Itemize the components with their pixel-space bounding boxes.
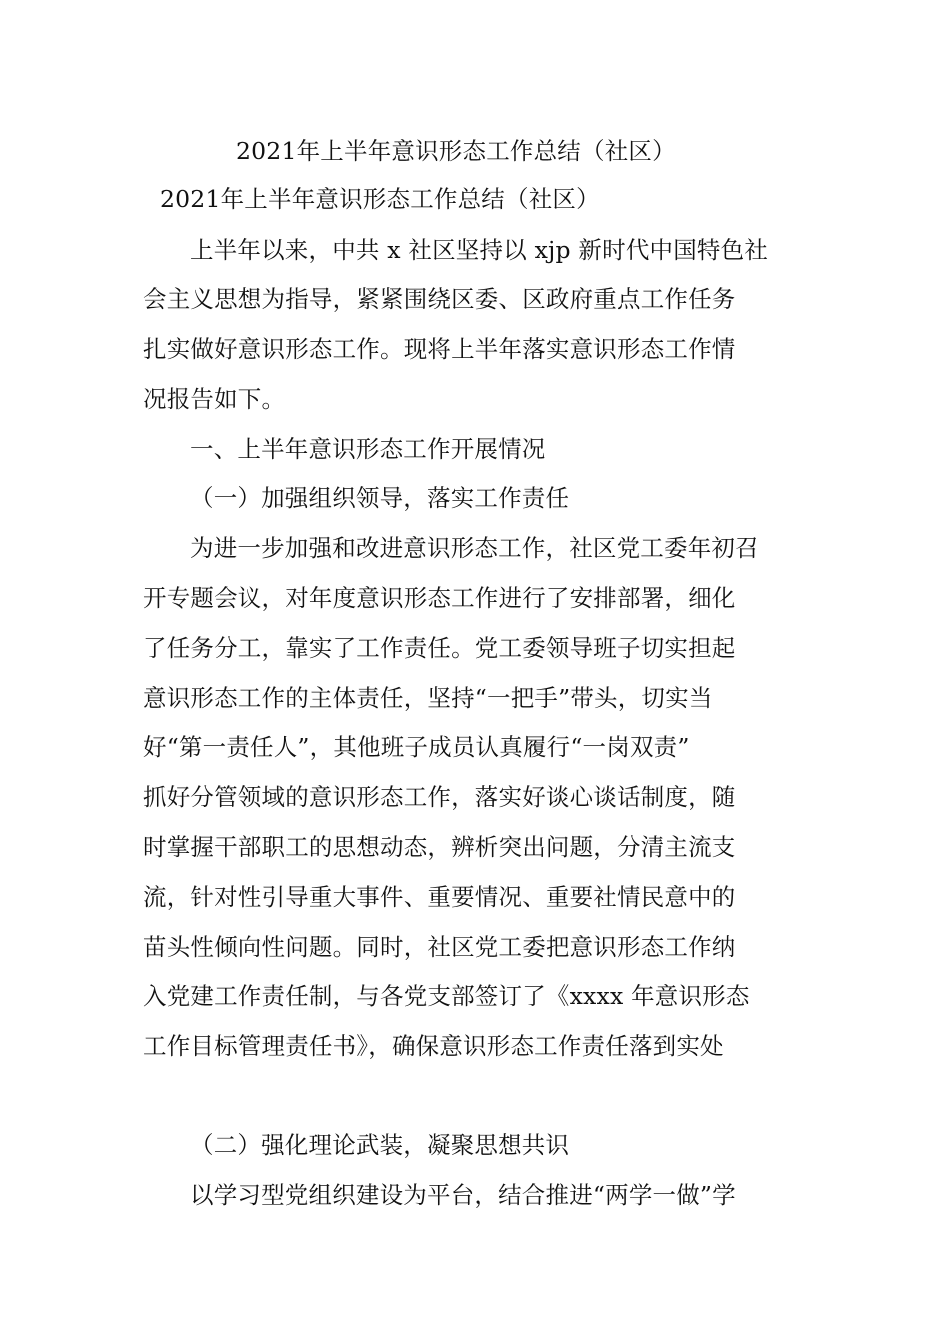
paragraph-line: 好“第一责任人”，其他班子成员认真履行“一岗双责”	[143, 733, 690, 761]
paragraph-line: 苗头性倾向性问题。同时，社区党工委把意识形态工作纳	[143, 933, 736, 961]
paragraph-line: 以学习型党组织建设为平台，结合推进“两学一做”学	[190, 1181, 736, 1209]
paragraph-line: 会主义思想为指导，紧紧围绕区委、区政府重点工作任务	[143, 285, 736, 313]
paragraph-line: 流，针对性引导重大事件、重要情况、重要社情民意中的	[143, 883, 736, 911]
document-title: 2021年上半年意识形态工作总结（社区）	[236, 137, 676, 165]
paragraph-line: 为进一步加强和改进意识形态工作，社区党工委年初召	[190, 534, 759, 562]
paragraph-line: 意识形态工作的主体责任，坚持“一把手”带头，切实当	[143, 684, 713, 712]
subsection-heading: （二）强化理论武装，凝聚思想共识	[190, 1131, 570, 1159]
subsection-heading: （一）加强组织领导，落实工作责任	[190, 484, 570, 512]
paragraph-line: 抓好分管领域的意识形态工作，落实好谈心谈话制度，随	[143, 783, 736, 811]
document-subtitle: 2021年上半年意识形态工作总结（社区）	[160, 185, 600, 213]
paragraph-line: 上半年以来，中共 x 社区坚持以 xjp 新时代中国特色社	[190, 236, 769, 264]
paragraph-line: 工作目标管理责任书》，确保意识形态工作责任落到实处	[143, 1032, 724, 1060]
paragraph-line: 况报告如下。	[143, 385, 286, 413]
paragraph-line: 时掌握干部职工的思想动态，辨析突出问题，分清主流支	[143, 833, 736, 861]
paragraph-line: 入党建工作责任制，与各党支部签订了《xxxx 年意识形态	[143, 982, 750, 1010]
paragraph-line: 开专题会议，对年度意识形态工作进行了安排部署，细化	[143, 584, 736, 612]
paragraph-line: 扎实做好意识形态工作。现将上半年落实意识形态工作情	[143, 335, 736, 363]
paragraph-line: 了任务分工，靠实了工作责任。党工委领导班子切实担起	[143, 634, 736, 662]
section-heading: 一、上半年意识形态工作开展情况	[190, 435, 546, 463]
